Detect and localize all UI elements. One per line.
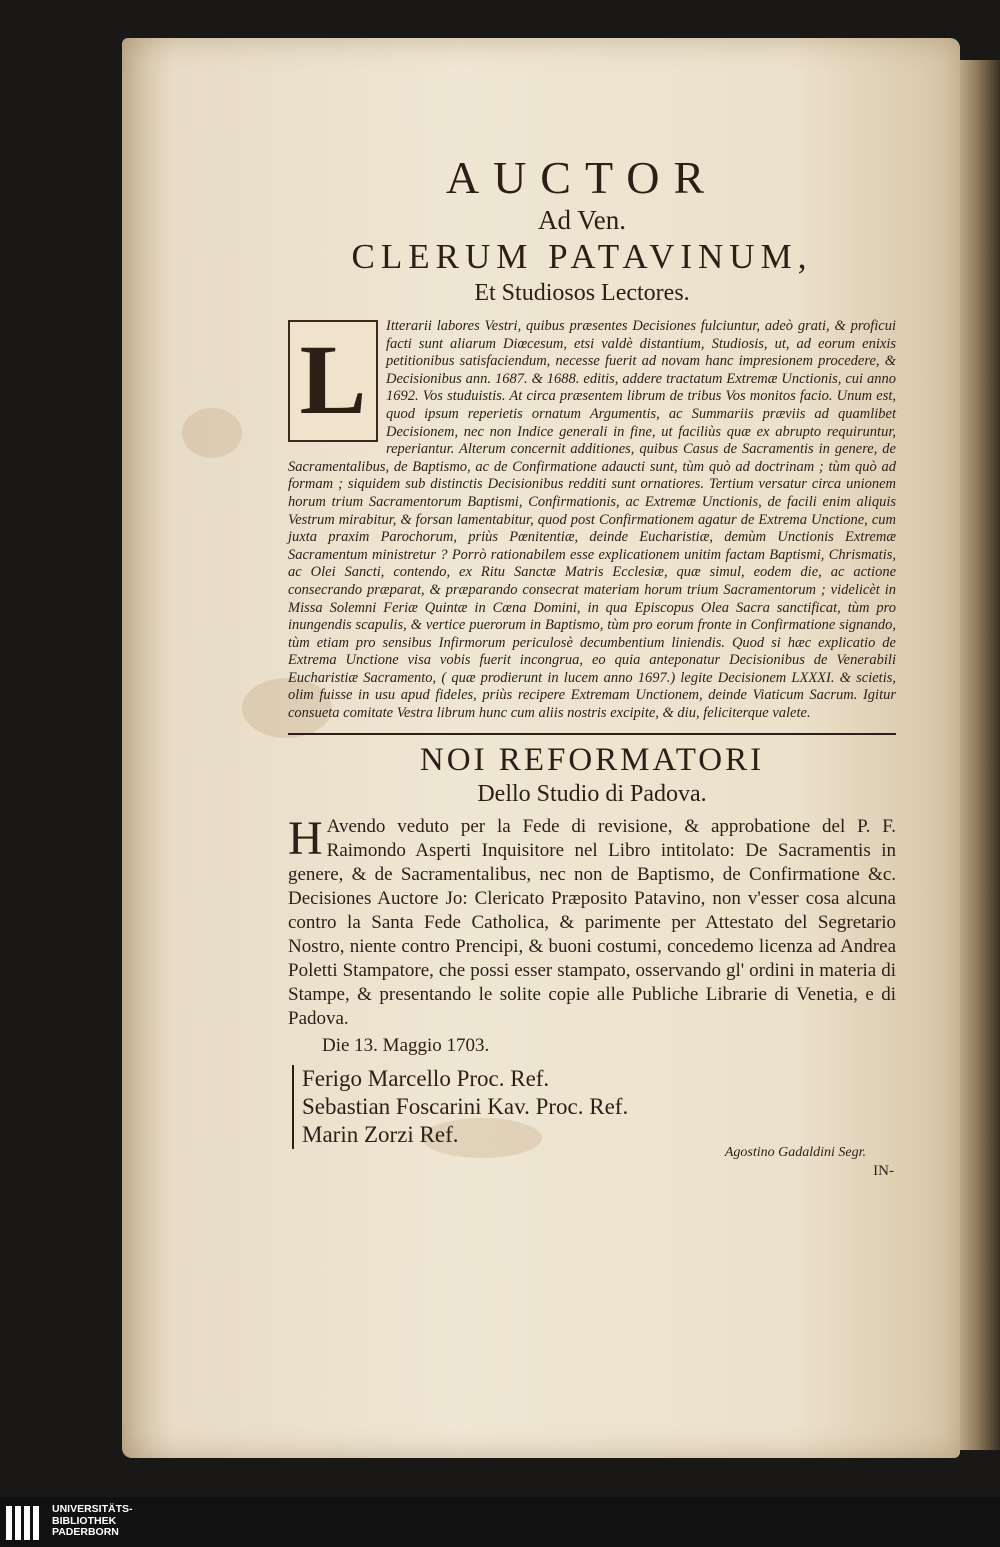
title-ad-ven: Ad Ven. [537, 205, 626, 235]
secretary-signature: Agostino Gadaldini Segr. [724, 1144, 866, 1160]
initial-h: H [288, 811, 323, 865]
preface-body: Itterarii labores Vestri, quibus præsentes Decisiones fulciuntur, adeò grati, & proficui facti sunt aliarum Diœcesum, etsi valdè distantium, Studiosis, ut, ad eorum enixis petitionibus satisfaciendum, necesse fuerit ad novam hanc impresionem procedere, & Decisionibus ann. 1687. & 1688. editis, addere tractatum Extremæ Unctionis, cui anno 1692. Vos studuistis. At circa præsentem librum de tribus Vos monitos facio. Unum est, quod ipsum reperietis ornatum Argumentis, ac Summariis præviis ad quamlibet Decisionem, nec non Indice generali in fine, ut faciliùs quæ ex abrupto requiruntur, reperiantur. Alterum concernit additiones, quibus Casus de Sacramentis in genere, de Sacramentalibus, de Baptismo, ac de Confirmatione adaucti sunt, tùm quò ad doctrinam ; tùm quò ad formam ; siquidem sub distinctis Decisionibus redditi sunt ornatiores. Tertium versatur circa unionem horum trium Sacramentorum Baptismi, Confirmationis, ac Extremæ Unctionis, de facili enim aliquis Vestrum mirabitur, & forsan lamentabitur, quod post Confirmationem agatur de Extrema Unctione, cum juxta praxim Parochorum, priùs Pœnitentiæ, deinde Eucharistiæ, demùm Unctionis Extremæ Sacramentum ministretur ? Porrò rationabilem esse explicationem unitim factam Baptismi, Chrismatis, ac Olei Sancti, contendo, ex Ritu Sanctæ Matris Ecclesiæ, quæ simul, eodem die, ac actione consecrando præparat, & præparando consecrat materiam horum trium Sacramentorum ; videlicèt in Missa Solemni Feriæ Quintæ in Cœna Domini, in qua Episcopus Olea Sacra sanctificat, tùm pro inungendis scapulis, & vertice puerorum in Baptismo, tùm pro eorum fronte in Confirmatione signando, tùm etiam pro sensibus Infirmorum periculosè decumbentium liniendis. Quod si hæc explicatio de Extrema Unctione visa vobis fuerit incongrua, eo quia anteponatur Decisionibus de Venerabili Eucharistiæ Sacramento, ( quæ prodierunt in lucem anno 1697.) legite Decisionem LXXXI. & scietis, olim fuisse in usu apud fideles, priùs recipere Extremam Unctionem, deinde Viaticum Sacrum. Igitur consueta comitate Vestra librum hunc cum aliis nostris excipite, & diu, feliciterque valete. [288, 318, 896, 722]
license-subtitle: Dello Studio di Padova. [477, 780, 707, 807]
title-lectores: Et Studiosos Lectores. [474, 280, 690, 306]
library-name-line: BIBLIOTHEK [52, 1514, 117, 1527]
catchword: IN- [873, 1162, 894, 1179]
license-date: Die 13. Maggio 1703. [322, 1034, 490, 1056]
decorated-initial-l: L [288, 320, 378, 442]
license-title: NOI REFORMATORI [419, 741, 765, 778]
library-name-line: UNIVERSITÄTS- [52, 1503, 133, 1515]
license-text [288, 811, 896, 1031]
license-body: Avendo veduto per la Fede di revisione, & approbatione del P. F. Raimondo Asperti Inquisitore nel Libro intitolato: De Sacramentis in genere, & de Sacramentalibus, nec non de Baptismo, de Confirmatione &c. Decisiones Auctore Jo: Clericato Præposito Patavino, non v'esser cosa alcuna contro la Santa Fede Catholica, & parimente per Attestato del Segretario Nostro, niente contro Prencipi, & buoni costumi, concedemo licenza ad Andrea Poletti Stampatore, che possi esser stampato, osservando gl' ordini in materia di Stampe, & presentando le solite copie alle Publiche Librarie di Venetia, e di Padova. [288, 815, 896, 1029]
signatories [288, 1065, 896, 1149]
signatory: Sebastian Foscarini Kav. Proc. Ref. [292, 1093, 896, 1121]
signatory: Ferigo Marcello Proc. Ref. [292, 1065, 896, 1093]
library-name [52, 1504, 133, 1539]
page-edge [955, 60, 1000, 1450]
signatory: Marin Zorzi Ref. [292, 1121, 896, 1149]
library-name-line: PADERBORN [52, 1526, 119, 1538]
page-content [288, 150, 896, 1180]
library-footer [0, 1497, 1000, 1547]
title-clerum: CLERUM PATAVINUM, [351, 237, 813, 276]
title-auctor: AUCTOR [445, 152, 719, 203]
preface-text [288, 318, 896, 723]
library-logo-icon [6, 1506, 42, 1540]
section-divider [288, 733, 896, 735]
